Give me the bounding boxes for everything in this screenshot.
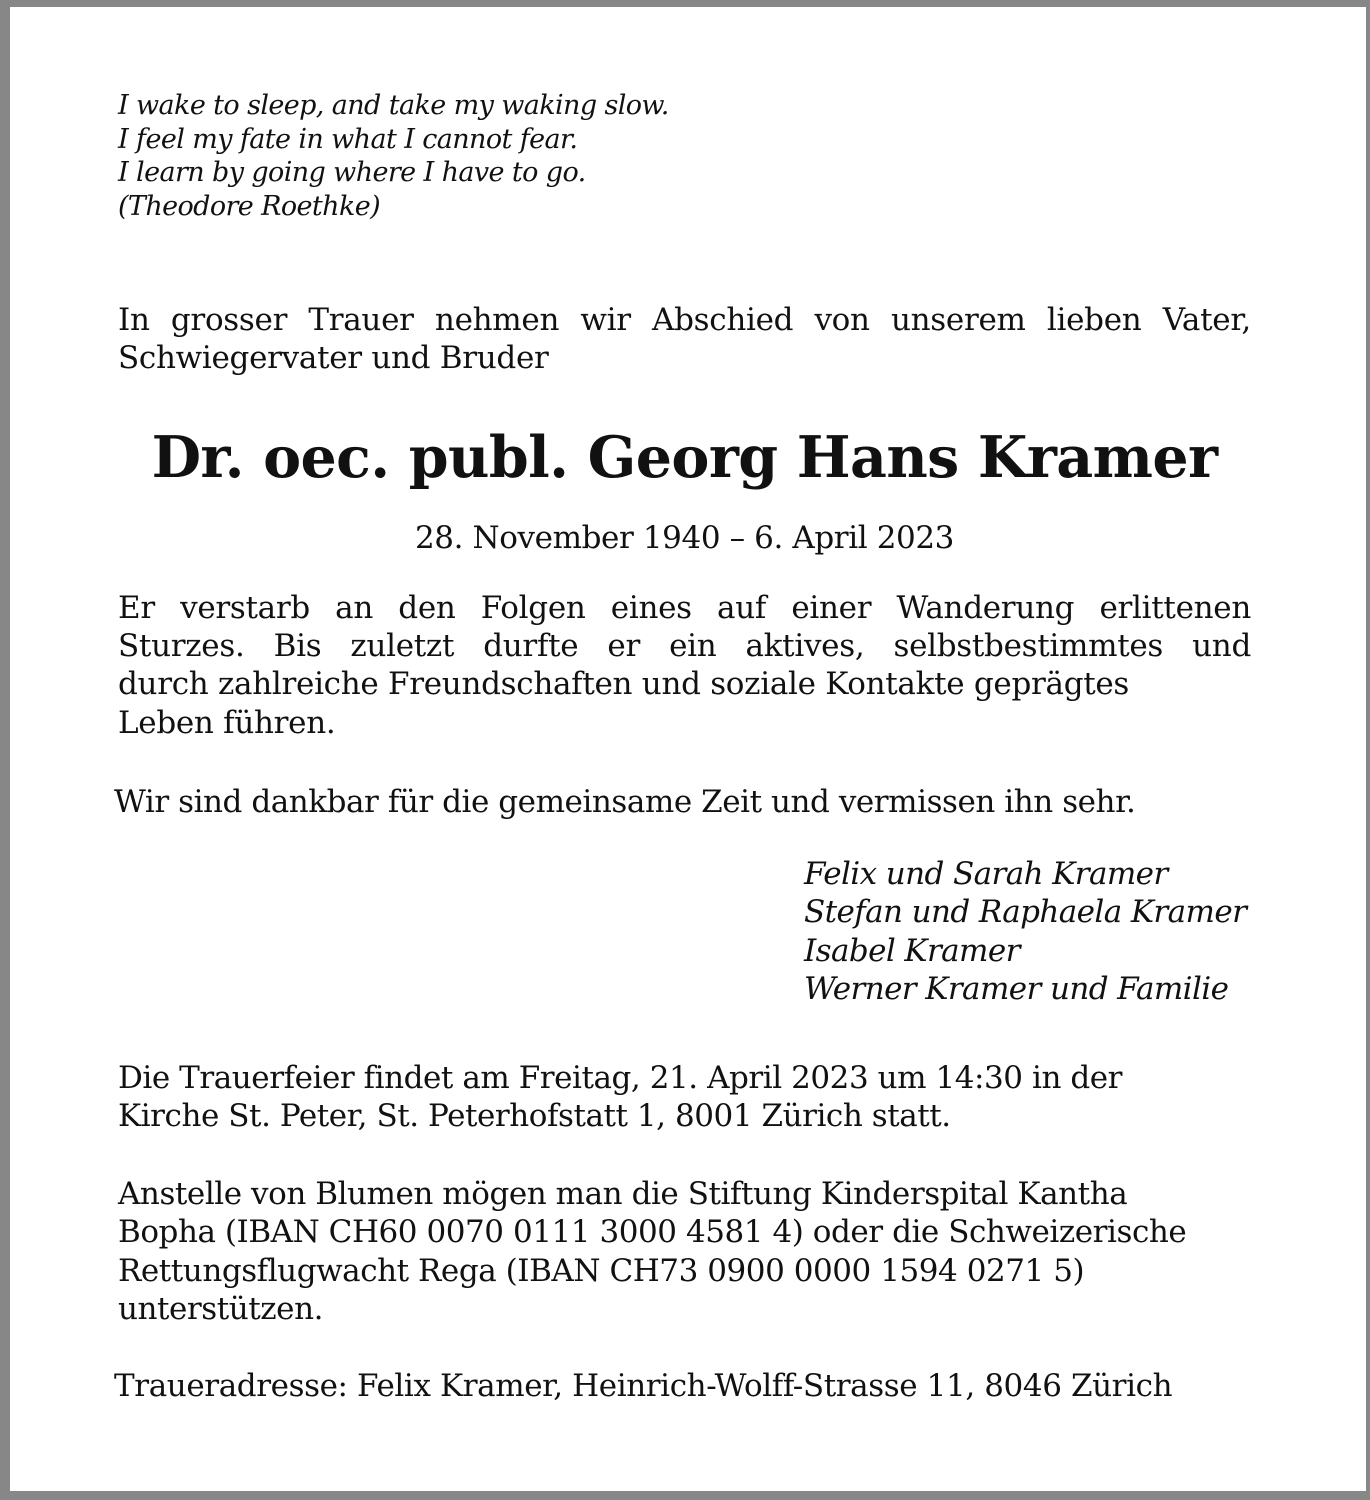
mourners-list xyxy=(804,855,1246,1008)
ceremony-line: Die Trauerfeier findet am Freitag, 21. April 2023 um 14:30 in der xyxy=(118,1060,1123,1096)
donation-paragraph xyxy=(118,1175,1186,1328)
thanks-line: Wir sind dankbar für die gemeinsame Zeit und vermissen ihn sehr. xyxy=(114,784,1136,820)
poem-line: I learn by going where I have to go. xyxy=(118,157,586,188)
donation-line: unterstützen. xyxy=(118,1290,323,1327)
body-line: Sturzes. Bis zuletzt durfte er ein aktives, selbstbestimmtes und xyxy=(118,628,1251,665)
deceased-name: Dr. oec. publ. Georg Hans Kramer xyxy=(151,424,1218,491)
poem-line: I wake to sleep, and take my waking slow. xyxy=(118,90,669,121)
poem-line: I feel my fate in what I cannot fear. xyxy=(118,123,578,155)
intro-line: In grosser Trauer nehmen wir Abschied von unserem lieben Vater, xyxy=(118,302,1251,338)
poem-attribution: (Theodore Roethke) xyxy=(118,190,381,222)
body-line: Leben führen. xyxy=(118,704,336,741)
mourning-address: Traueradresse: Felix Kramer, Heinrich-Wolff-Strasse 11, 8046 Zürich xyxy=(114,1368,1173,1404)
intro-paragraph xyxy=(118,301,1251,377)
intro-line: Schwiegervater und Bruder xyxy=(118,340,549,376)
poem-quote xyxy=(118,89,669,223)
mourner-entry: Isabel Kramer xyxy=(804,932,1020,969)
donation-line: Rettungsflugwacht Rega (IBAN CH73 0900 0000 1594 0271 5) xyxy=(118,1252,1085,1289)
donation-line: Bopha (IBAN CH60 0070 0111 3000 4581 4) oder die Schweizerische xyxy=(118,1214,1187,1251)
circumstances-paragraph xyxy=(118,589,1251,742)
ceremony-paragraph xyxy=(118,1059,1122,1135)
mourner-entry: Stefan und Raphaela Kramer xyxy=(804,894,1247,931)
mourner-entry: Werner Kramer und Familie xyxy=(804,970,1229,1007)
ceremony-line: Kirche St. Peter, St. Peterhofstatt 1, 8001 Zürich statt. xyxy=(118,1098,951,1134)
body-line: durch zahlreiche Freundschaften und soziale Kontakte geprägtes xyxy=(118,666,1130,703)
life-dates: 28. November 1940 – 6. April 2023 xyxy=(414,520,955,556)
mourner-entry: Felix und Sarah Kramer xyxy=(804,856,1168,892)
donation-line: Anstelle von Blumen mögen man die Stiftung Kinderspital Kantha xyxy=(118,1176,1128,1212)
body-line: Er verstarb an den Folgen eines auf einer Wanderung erlittenen xyxy=(118,590,1251,626)
